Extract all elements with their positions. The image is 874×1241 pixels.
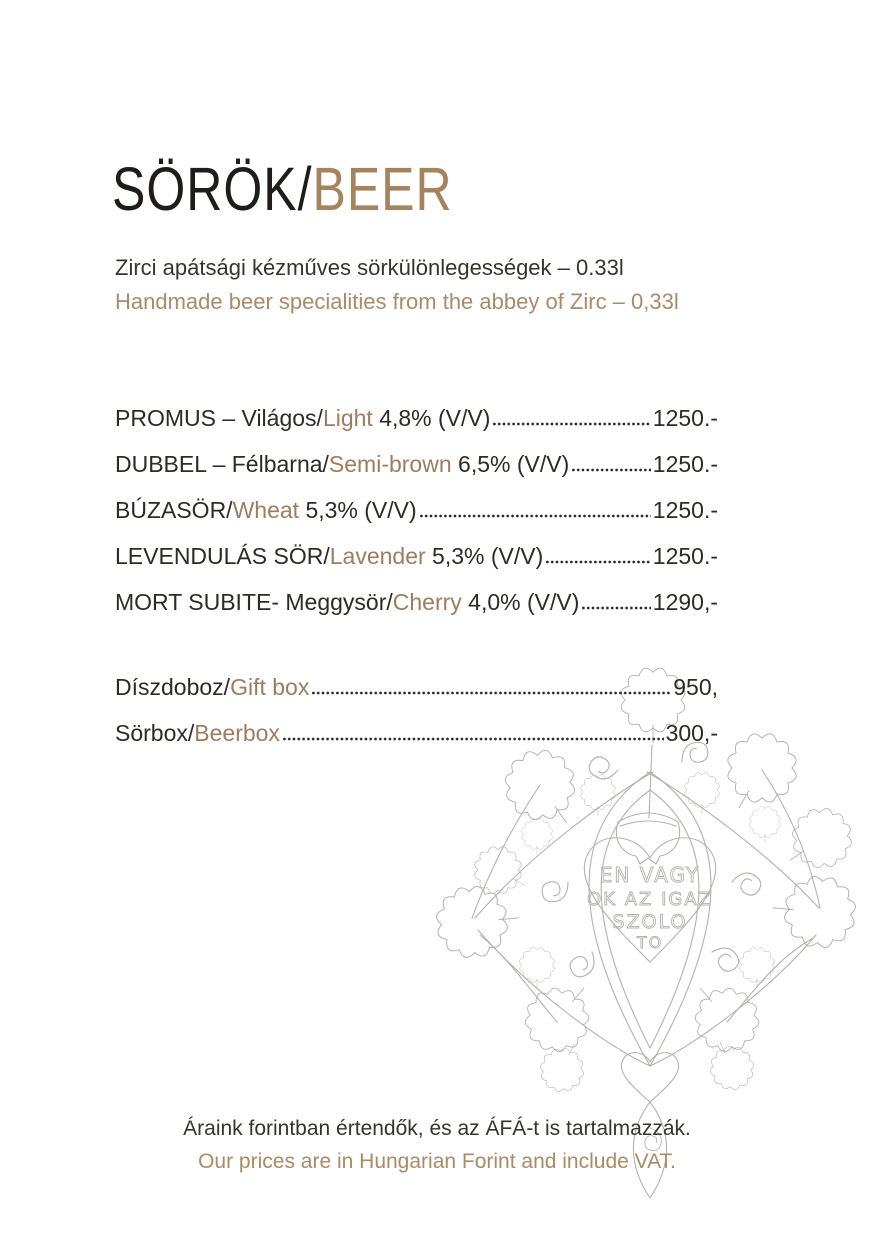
heart-text-line1: EN VAGY [599, 863, 701, 887]
grape-leaf [513, 968, 607, 1063]
grape-leaf [434, 883, 521, 960]
dot-leader [572, 468, 651, 472]
item-price: 1250.- [652, 405, 718, 431]
vine-curve [472, 785, 540, 918]
grape-leaf [750, 807, 781, 843]
item-price: 950, [673, 674, 718, 700]
item-label: Díszdoboz/Gift box [115, 674, 310, 700]
page-title [112, 154, 453, 225]
menu-item-mort-subite [115, 588, 718, 616]
item-price: 1250.- [652, 451, 718, 477]
extras-list [115, 673, 718, 765]
menu-item-levendulas [115, 542, 718, 570]
tendril-swirl [730, 869, 764, 898]
item-label: Sörbox/Beerbox [115, 720, 280, 746]
beer-list [115, 404, 718, 634]
dot-leader [312, 691, 671, 695]
dot-leader [283, 737, 664, 741]
item-price: 1250.- [652, 497, 718, 523]
grape-leaf [522, 819, 553, 855]
menu-item-buzasor [115, 496, 718, 524]
menu-item-promus [115, 404, 718, 432]
dot-leader [582, 606, 650, 610]
dot-leader [493, 422, 650, 426]
grape-leaf [701, 1033, 761, 1096]
page-title-en: BEER [312, 154, 453, 224]
grape-leaf [466, 838, 536, 905]
subtitle-en: Handmade beer specialities from the abbey of Zirc – 0,33l [115, 289, 679, 314]
item-label: BÚZASÖR/Wheat 5,3% (V/V) [115, 497, 417, 523]
section-subtitle [115, 251, 679, 319]
vine-curve [650, 935, 816, 1066]
menu-item-dubbel [115, 450, 718, 478]
vine-curve [762, 770, 820, 908]
menu-item-beerbox [115, 719, 718, 747]
grape-leaf [710, 721, 809, 824]
small-heart [621, 1053, 678, 1102]
grape-leaf [685, 773, 720, 814]
page-title-hu: SÖRÖK/ [112, 154, 313, 224]
dot-leader [420, 514, 651, 518]
item-price: 1290,- [652, 589, 718, 615]
subtitle-hu: Zirci apátsági kézműves sörkülönlegességek – 0.33l [115, 255, 624, 280]
footer-note [0, 1112, 874, 1178]
vine-curve [727, 938, 813, 1022]
dot-leader [546, 560, 651, 564]
item-label: MORT SUBITE- Meggysör/Cherry 4,0% (V/V) [115, 589, 580, 615]
item-label: LEVENDULÁS SÖR/Lavender 5,3% (V/V) [115, 543, 544, 569]
footer-hu: Áraink forintban értendők, és az ÁFÁ-t is tartalmazzák. [183, 1117, 691, 1140]
menu-item-giftbox [115, 673, 718, 701]
tendril-swirl [708, 941, 743, 975]
footer-en: Our prices are in Hungarian Forint and include VAT. [198, 1150, 676, 1173]
item-label: DUBBEL – Félbarna/Semi-brown 6,5% (V/V) [115, 451, 570, 477]
tendril-swirl [566, 947, 601, 981]
vine-curve [478, 930, 650, 1066]
heart-text-line4: TO [636, 933, 664, 952]
tendril-swirl [539, 876, 573, 905]
item-label: PROMUS – Világos/Light 4,8% (V/V) [115, 405, 491, 431]
heart-text-line2: OK AZ IGAZ [587, 889, 713, 910]
item-price: 1250.- [652, 543, 718, 569]
grape-leaf [534, 1035, 594, 1098]
item-price: 300,- [665, 720, 718, 746]
grape-leaf [581, 775, 616, 816]
heart-text-line3: SZOLO [612, 911, 688, 933]
grape-leaf [773, 798, 862, 885]
